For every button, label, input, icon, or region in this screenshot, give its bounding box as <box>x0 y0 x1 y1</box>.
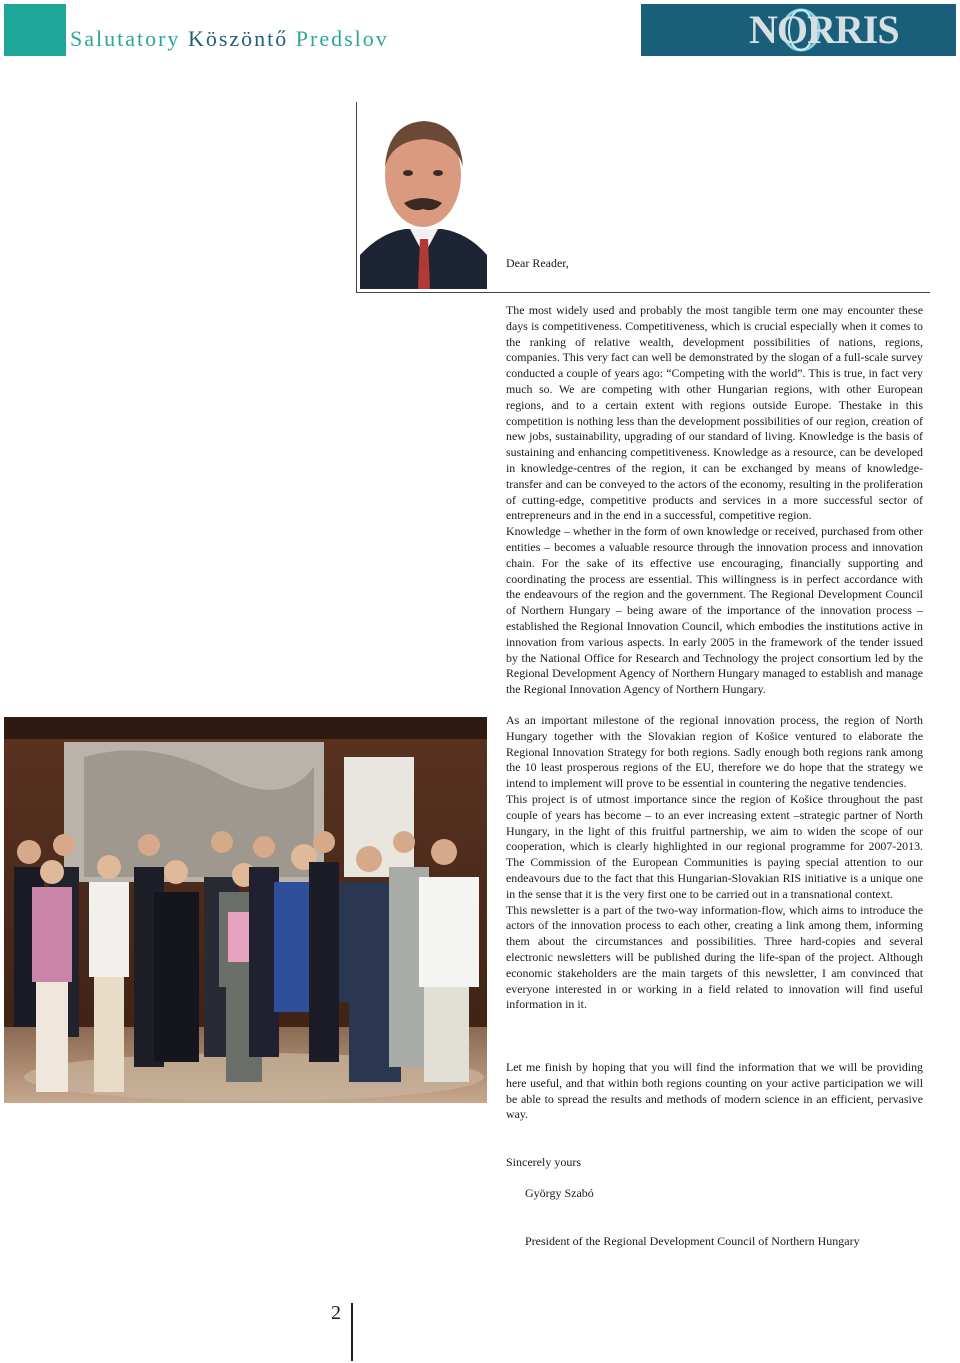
signer-name: György Szabó <box>525 1186 594 1200</box>
letter-body-block-1 <box>506 303 923 698</box>
page-header-title <box>70 26 389 52</box>
logo-wordmark: NORRIS <box>749 7 899 52</box>
portrait-frame-left <box>356 102 357 292</box>
paragraph: This newsletter is a part of the two-way information-flow, which aims to introduce the actors of the innovation process to each other, creating a link among them, informing them about the circumstances and possibilities. Three hard-copies and several electronic newsletters will be published during the life-span of the project. Although economic stakeholders are the main targets of this newsletter, I am convinced that everyone interested in or working in a field related to innovation will find useful information in it. <box>506 902 923 1012</box>
portrait-photo <box>360 105 487 289</box>
paragraph: Knowledge – whether in the form of own knowledge or received, purchased from other entities – becomes a valuable resource through the innovation process and innovation chain. For the sake of its effective use encouraging, financially supporting and coordinating the process are essential. This willingness is in perfect accordance with the endeavours of the region and the government. The Regional Development Council of Northern Hungary – being aware of the importance of the innovation process – established the Regional Innovation Council, which embodies the institutions active in innovation from various aspects. In early 2005 in the framework of the tender issued by the National Office for Research and Technology the project consortium led by the Regional Development Agency of Northern Hungary managed to establish and manage the Regional Innovation Agency of Northern Hungary. <box>506 524 923 697</box>
group-photo <box>4 717 487 1103</box>
title-hungarian: Köszöntő <box>187 26 289 51</box>
signer-title: President of the Regional Development Council of Northern Hungary <box>525 1234 860 1248</box>
title-english: Salutatory <box>70 26 181 51</box>
letter-body-block-2 <box>506 713 923 1013</box>
paragraph: As an important milestone of the regional innovation process, the region of North Hungary together with the Slovakian region of Košice ventured to elaborate the Regional Innovation Strategy for both regions. Sadly enough both regions rank among the 10 least prosperous regions of the EU, therefore we do hope that the strategy we intend to implement will prove to be essential in countering the negative tendencies. <box>506 713 923 791</box>
title-slovak: Predslov <box>295 26 389 51</box>
letter-closing: Sincerely yours <box>506 1155 581 1169</box>
page-number-divider <box>351 1303 353 1361</box>
page-number: 2 <box>331 1302 341 1324</box>
paragraph: Let me finish by hoping that you will find the information that we will be providing here useful, and that within both regions counting on your active participation we will be able to spread the results and methods of modern science in an efficient, pervasive way. <box>506 1060 923 1122</box>
header-accent-square <box>4 4 66 56</box>
letter-greeting: Dear Reader, <box>506 256 569 270</box>
portrait-frame-bottom <box>356 292 930 293</box>
paragraph: This project is of utmost importance since the region of Košice throughout the past couple of years has become – to an ever increasing extent –strategic partner of North Hungary, in the light of this fruitful partnership, we aim to widen the scope of our cooperation, which is clearly highlighted in our regional programme for 2007-2013. The Commission of the European Communities is paying special attention to our endeavours due to the fact that this Hungarian-Slovakian RIS initiative is a unique one in the sense that it is the very first one to be carried out in a transnational context. <box>506 791 923 901</box>
letter-body-block-3 <box>506 1060 923 1123</box>
norris-logo <box>641 4 956 56</box>
paragraph: The most widely used and probably the most tangible term one may encounter these days is competitiveness. Competitiveness, which is crucial especially when it comes to the ranking of relative wealth, development possibilities of nations, regions, companies. This very fact can well be demonstrated by the slogan of a full-scale survey conducted a couple of years ago: “Competing with the world”. This is true, in fact very much so. We are competing with other Hungarian regions, with other European regions, and to a certain extent with regions outside Europe. Thestake in this competition is nothing less than the development possibilities of our region, creation of new jobs, sustainability, upgrading of our standard of living. Knowledge is the basis of sustaining and enhancing competitiveness. Knowledge as a resource, can be developed in knowledge-centres of the region, it can be exchanged by means of knowledge-transfer and can be conveyed to the actors of the economy, resulting in the proliferation of cutting-edge, competitive products and services in a more successful sector of entrepreneurs and in the end in a successful, competitive region. <box>506 303 923 523</box>
